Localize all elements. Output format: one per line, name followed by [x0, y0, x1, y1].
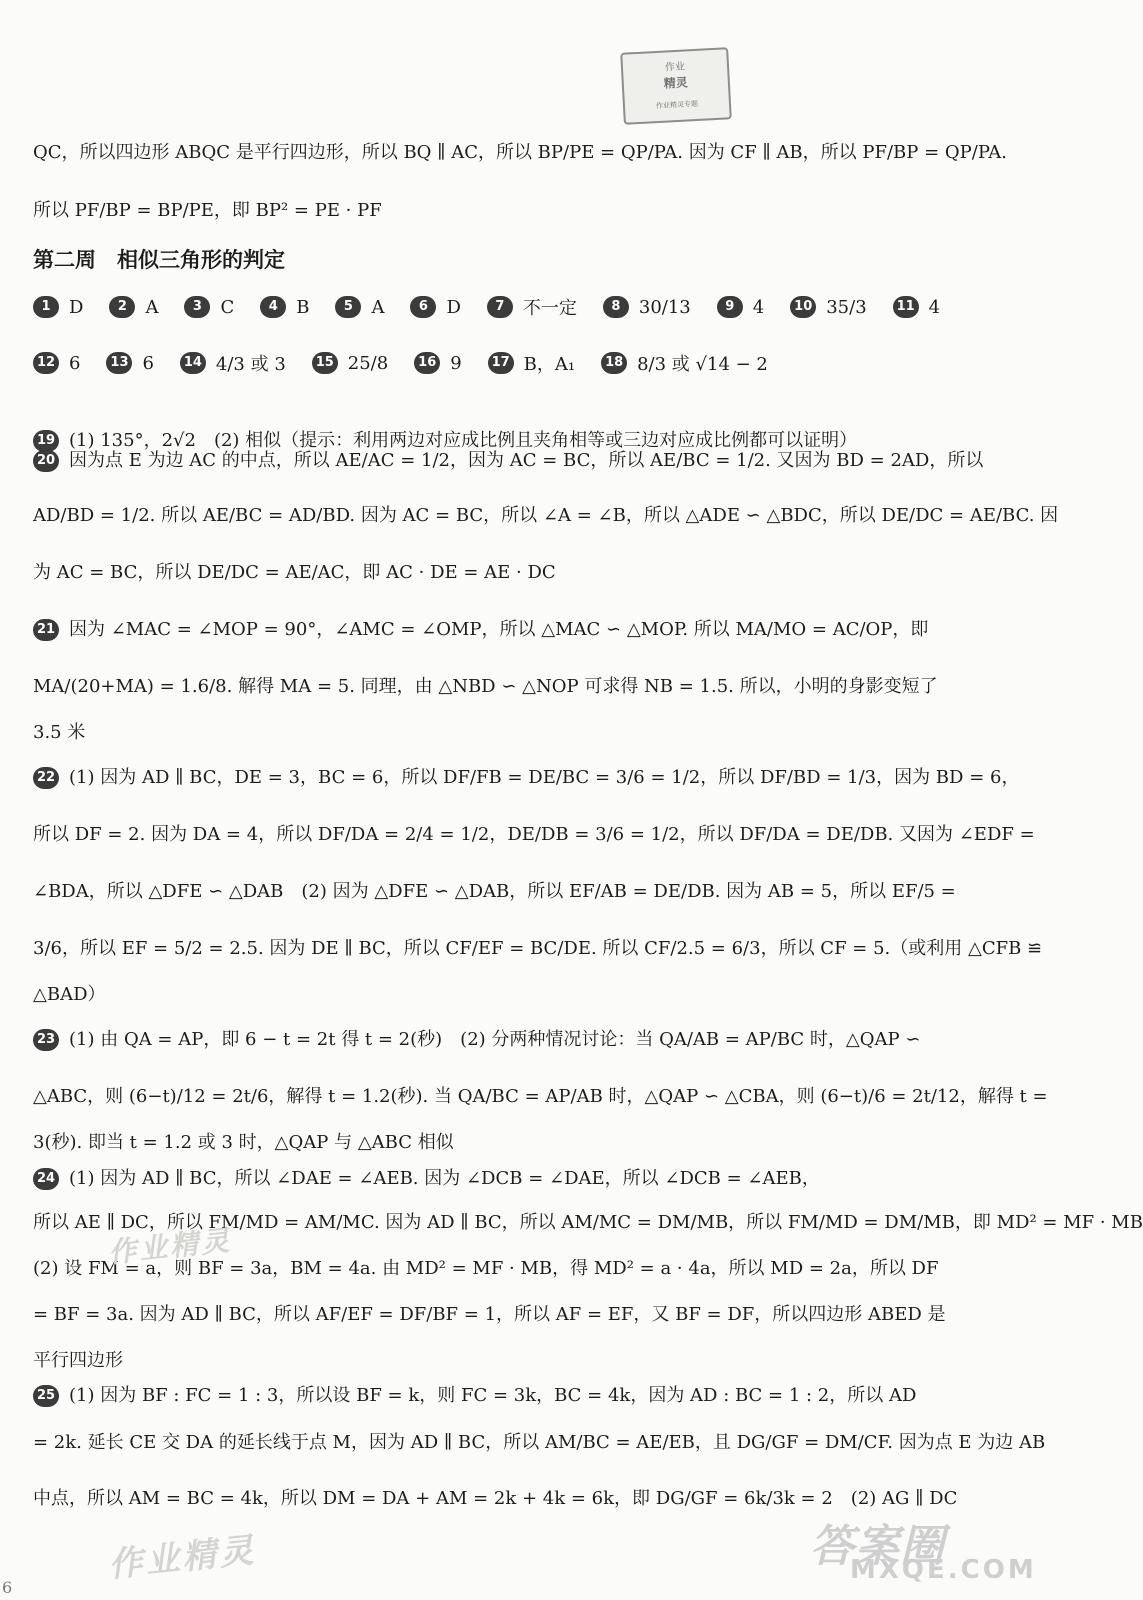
answer-value: A: [371, 296, 385, 318]
text-line: 所以 AE ∥ DC，所以 FM/MD = AM/MC. 因为 AD ∥ BC，所以 AM/MC = DM/MB，所以 FM/MD = DM/MB，即 MD² = MF · MB: [33, 1212, 1143, 1233]
answer-18: [601, 350, 768, 376]
answer-number: 16: [414, 352, 440, 374]
answer-value: C: [220, 296, 235, 318]
answer-1: [33, 296, 83, 318]
answer-value: 4: [928, 296, 941, 318]
text-line: (2) 设 FM = a，则 BF = 3a，BM = 4a. 由 MD² = MF · MB，得 MD² = a · 4a，所以 MD = 2a，所以 DF: [33, 1258, 939, 1279]
item-number: 25: [33, 1385, 59, 1407]
item-number: 23: [33, 1029, 59, 1051]
answer-value: 8/3 或 √14 − 2: [637, 354, 768, 375]
answer-14: [180, 350, 286, 376]
text-line: 3/6，所以 EF = 5/2 = 2.5. 因为 DE ∥ BC，所以 CF/EF = BC/DE. 所以 CF/2.5 = 6/3，所以 CF = 5.（或利用 △CFB ≌: [33, 938, 1043, 959]
answer-value: 4: [752, 296, 765, 318]
answer-row-1: [33, 287, 976, 327]
text-line: 3.5 米: [33, 722, 86, 743]
answer-value: B，A₁: [523, 354, 576, 375]
text-line: = 2k. 延长 CE 交 DA 的延长线于点 M，因为 AD ∥ BC，所以 AM/BC = AE/EB，且 DG/GF = DM/CF. 因为点 E 为边 AB: [33, 1432, 1046, 1453]
answer-value: B: [296, 296, 310, 318]
answer-2: [109, 296, 158, 318]
answer-number: 7: [487, 296, 513, 318]
watermark: 作业精灵: [106, 1223, 234, 1270]
stamp-line3: 作业精灵专题: [655, 99, 699, 111]
answer-number: 11: [893, 296, 919, 318]
answer-7: [487, 294, 577, 320]
text-line: 为 AC = BC，所以 DE/DC = AE/AC，即 AC · DE = AE · DC: [33, 562, 556, 583]
answer-number: 12: [33, 352, 59, 374]
text-line: △BAD）: [33, 984, 106, 1005]
item-number: 19: [33, 430, 59, 452]
text-line: AD/BD = 1/2. 所以 AE/BC = AD/BD. 因为 AC = BC，所以 ∠A = ∠B，所以 △ADE ∽ △BDC，所以 DE/DC = AE/BC. 因: [33, 505, 1059, 526]
item-text: (1) 135°，2√2 (2) 相似（提示：利用两边对应成比例且夹角相等或三边对应成比例都可以证明）: [69, 430, 858, 451]
answer-12: [33, 352, 80, 374]
text-line: 所以 PF/BP = BP/PE，即 BP² = PE · PF: [33, 200, 382, 221]
item-23-line: [33, 1027, 972, 1053]
answer-16: [414, 352, 461, 374]
answer-15: [312, 352, 388, 374]
watermark-logo: 答案圈: [810, 1521, 945, 1572]
answer-number: 6: [410, 296, 436, 318]
answer-number: 18: [601, 352, 627, 374]
item-number: 22: [33, 767, 59, 789]
watermark-url: MXQE.COM: [850, 1555, 1037, 1585]
answer-value: D: [446, 296, 461, 318]
item-number: 20: [33, 450, 59, 472]
answer-value: 25/8: [347, 352, 389, 374]
answer-number: 17: [488, 352, 514, 374]
answer-5: [335, 296, 384, 318]
answer-value: 不一定: [522, 298, 577, 319]
item-25-line: [33, 1383, 972, 1409]
text-line: 3(秒). 即当 t = 1.2 或 3 时，△QAP 与 △ABC 相似: [33, 1132, 454, 1153]
answer-number: 15: [312, 352, 338, 374]
item-text: 因为点 E 为边 AC 的中点，所以 AE/AC = 1/2，因为 AC = BC，所以 AE/BC = 1/2. 又因为 BD = 2AD，所以: [69, 450, 984, 471]
answer-number: 13: [106, 352, 132, 374]
item-22-line: [33, 765, 1020, 791]
answer-value: 30/13: [638, 296, 691, 318]
answer-4: [260, 296, 309, 318]
item-21-line: [33, 617, 972, 643]
answer-value: 9: [450, 352, 462, 374]
answer-9: [717, 296, 764, 318]
answer-number: 1: [33, 296, 59, 318]
answer-number: 2: [109, 296, 135, 318]
stamp-logo: [620, 47, 732, 125]
answer-3: [184, 296, 234, 318]
item-20-line: [33, 448, 984, 474]
text-line: 所以 DF = 2. 因为 DA = 4，所以 DF/DA = 2/4 = 1/2，DE/DB = 3/6 = 1/2，所以 DF/DA = DE/DB. 又因为 ∠EDF =: [33, 824, 1035, 845]
section-heading: 第二周 相似三角形的判定: [33, 248, 285, 272]
item-number: 21: [33, 619, 59, 641]
item-24-line: [33, 1166, 972, 1192]
item-text: (1) 因为 AD ∥ BC，DE = 3，BC = 6，所以 DF/FB = DE/BC = 3/6 = 1/2，所以 DF/BD = 1/3，因为 BD = 6，: [69, 767, 1020, 788]
watermark: 作业精灵: [106, 1530, 259, 1586]
stamp-line2: 精灵: [663, 75, 689, 91]
item-text: 因为 ∠MAC = ∠MOP = 90°，∠AMC = ∠OMP，所以 △MAC ∽ △MOP. 所以 MA/MO = AC/OP，即: [69, 619, 929, 640]
answer-17: [488, 350, 575, 376]
answer-6: [410, 296, 460, 318]
page-number: 6: [2, 1578, 13, 1597]
item-text: (1) 因为 BF : FC = 1 : 3，所以设 BF = k，则 FC = 3k，BC = 4k，因为 AD : BC = 1 : 2，所以 AD: [69, 1385, 917, 1406]
answer-10: [790, 296, 866, 318]
answer-number: 14: [180, 352, 206, 374]
answer-number: 3: [184, 296, 210, 318]
answer-value: A: [145, 296, 159, 318]
answer-value: 6: [69, 352, 81, 374]
item-text: (1) 因为 AD ∥ BC，所以 ∠DAE = ∠AEB. 因为 ∠DCB = ∠DAE，所以 ∠DCB = ∠AEB，: [69, 1168, 820, 1189]
answer-value: D: [69, 296, 84, 318]
answer-8: [603, 296, 691, 318]
stamp-line1: 作业: [664, 61, 686, 74]
text-line: ∠BDA，所以 △DFE ∽ △DAB (2) 因为 △DFE ∽ △DAB，所以 EF/AB = DE/DB. 因为 AB = 5，所以 EF/5 =: [33, 881, 956, 902]
item-number: 24: [33, 1168, 59, 1190]
text-line: 平行四边形: [33, 1350, 123, 1371]
text-line: QC，所以四边形 ABQC 是平行四边形，所以 BQ ∥ AC，所以 BP/PE = QP/PA. 因为 CF ∥ AB，所以 PF/BP = QP/PA.: [33, 142, 1008, 163]
answer-number: 4: [260, 296, 286, 318]
answer-number: 8: [603, 296, 629, 318]
text-line: △ABC，则 (6−t)/12 = 2t/6，解得 t = 1.2(秒). 当 QA/BC = AP/AB 时，△QAP ∽ △CBA，则 (6−t)/6 = 2t/12，解得 t =: [33, 1086, 1048, 1107]
answer-11: [893, 296, 940, 318]
answer-number: 10: [790, 296, 816, 318]
answer-number: 5: [335, 296, 361, 318]
text-line: 中点，所以 AM = BC = 4k，所以 DM = DA + AM = 2k + 4k = 6k，即 DG/GF = 6k/3k = 2 (2) AG ∥ DC: [33, 1488, 958, 1509]
answer-number: 9: [717, 296, 743, 318]
answer-value: 6: [142, 352, 154, 374]
answer-row-2: [33, 343, 976, 383]
answer-value: 4/3 或 3: [215, 354, 286, 375]
text-line: = BF = 3a. 因为 AD ∥ BC，所以 AF/EF = DF/BF = 1，所以 AF = EF，又 BF = DF，所以四边形 ABED 是: [33, 1304, 946, 1325]
answer-13: [106, 352, 153, 374]
item-text: (1) 由 QA = AP，即 6 − t = 2t 得 t = 2(秒) (2) 分两种情况讨论：当 QA/AB = AP/BC 时，△QAP ∽: [69, 1029, 921, 1050]
text-line: MA/(20+MA) = 1.6/8. 解得 MA = 5. 同理，由 △NBD ∽ △NOP 可求得 NB = 1.5. 所以，小明的身影变短了: [33, 676, 938, 697]
answer-value: 35/3: [826, 296, 867, 318]
